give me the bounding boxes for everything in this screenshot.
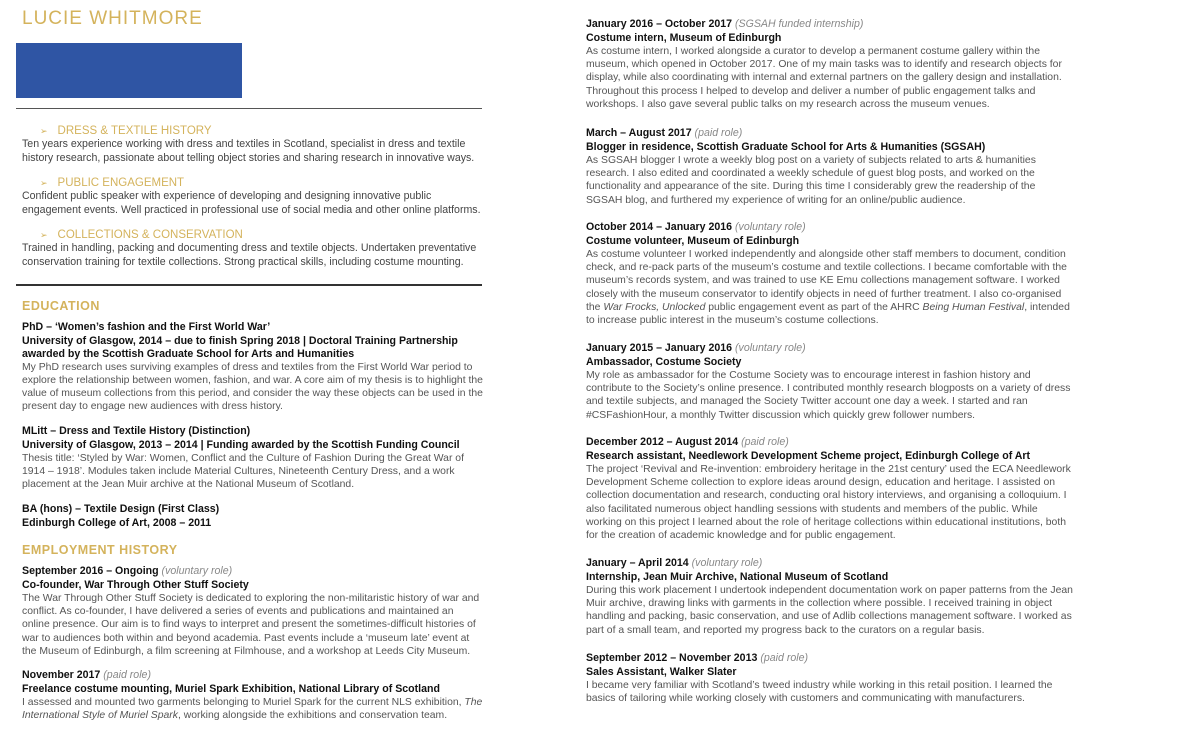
job-entry — [22, 565, 484, 658]
job-role-type: (voluntary role) — [735, 221, 806, 233]
job-entry — [586, 557, 1074, 637]
job-description: During this work placement I undertook independent documentation work on paper patterns from the Jean Muir archive, drawing links with garments in the collection where possible. I received training in object handling and packing, basic conservation, and use of Adlib collections management software. I worked as part of a small team, and reported my progress back to the curators on a regular basis. — [586, 585, 1073, 636]
job-entry — [22, 669, 484, 722]
job-role-type: (SGSAH funded internship) — [735, 18, 864, 30]
education-item — [22, 321, 484, 413]
job-entry — [586, 18, 1074, 111]
degree-title: MLitt – Dress and Textile History (Distinction) — [22, 425, 251, 437]
job-description: I became very familiar with Scotland’s tweed industry while working in this retail position. I learned the basics of tailoring while working closely with customers and communicating with manufacturers. — [586, 680, 1053, 705]
employment-heading: EMPLOYMENT HISTORY — [22, 543, 178, 557]
job-description: As SGSAH blogger I wrote a weekly blog post on a variety of subjects related to arts & humanities research. I also edited and coordinated a weekly schedule of guest blog posts, and worked on the functionality and appearance of the site. During this time I considerably grew the readership of the SGSAH blog, and furthered my experience of writing for an online/public audience. — [586, 155, 1036, 206]
degree-description: Thesis title: ‘Styled by War: Women, Conflict and the Culture of Fashion During the Great War of 1914 – 1918’. Modules taken include Material Cultures, Nineteenth Century Dress, and a work placement at the Jean Muir archive at the National Museum of Scotland. — [22, 452, 464, 490]
job-description: I assessed and mounted two garments belonging to Muriel Spark for the current NLS exhibition, The International Style of Muriel Spark, working alongside the exhibitions and conservation team. — [22, 697, 483, 722]
job-date: January 2016 – October 2017 — [586, 18, 733, 30]
job-role-type: (paid role) — [760, 652, 809, 664]
education-item — [22, 425, 484, 491]
job-date: September 2016 – Ongoing — [22, 565, 159, 577]
job-title: Research assistant, Needlework Development Scheme project, Edinburgh College of Art — [586, 449, 1031, 462]
job-role-type: (paid role) — [694, 127, 743, 139]
skill-item — [22, 124, 482, 165]
cv-page-right — [586, 0, 1074, 729]
job-role-type: (voluntary role) — [161, 565, 233, 577]
job-description: As costume volunteer I worked independently and alongside other staff members to document, condition check, and re-pack parts of the museum’s costume and textile collections. I became comfortable with the museum’s records system, and was trained to use KE Emu collections management software. I worked closely with the museum conservator to identify objects in need of further treatment. I also co-organised the War Frocks, Unlocked public engagement event as part of the AHRC Being Human Festival, intended to increase public interest in the museum’s costume collections. — [586, 249, 1070, 327]
job-title: Costume volunteer, Museum of Edinburgh — [586, 234, 800, 247]
job-role-type: (paid role) — [741, 436, 789, 448]
job-description: As costume intern, I worked alongside a curator to develop a permanent costume gallery within the museum, which opened in October 2017. One of my main tasks was to identify and research objects for display, while also coordinating with internal and external partners on the gallery design and installation. Throughout this process I helped to develop and deliver a number of public engagement talks and workshops. I also gave several public talks on my research across the museum venues. — [586, 46, 1062, 110]
degree-institution: University of Glasgow, 2014 – due to finish Spring 2018 | Doctoral Training Partnership awarded by the Scottish Graduate School for Arts and Humanities — [22, 334, 458, 360]
degree-description: My PhD research uses surviving examples of dress and textiles from the First World War period to explore the relationship between women, fashion, and war. A core aim of my thesis is to highlight the value of museum collections from this period, and consider the way these objects can be used in the present day to engage new audiences with dress history. — [22, 361, 483, 413]
job-date: January 2015 – January 2016 — [586, 342, 733, 354]
job-entry — [586, 436, 1074, 542]
degree-title: BA (hons) – Textile Design (First Class) — [22, 503, 220, 515]
job-description: The War Through Other Stuff Society is dedicated to exploring the non-militaristic history of war and conflict. As co-founder, I have delivered a series of events and publications and maintained an online presence. Our aim is to find ways to interpret and present the sometimes-difficult histories of war to audiences both within and beyond academia. Past events include a ‘museum late’ event at the Museum of Edinburgh, a film screening at Filmhouse, and a workshop at Leeds City Museum. — [22, 593, 480, 657]
header-divider — [16, 108, 482, 109]
job-role-type: (voluntary role) — [691, 557, 763, 569]
skills-section — [22, 124, 482, 281]
job-entry — [586, 127, 1074, 207]
job-title: Costume intern, Museum of Edinburgh — [586, 31, 782, 44]
job-role-type: (voluntary role) — [735, 342, 806, 354]
degree-institution: Edinburgh College of Art, 2008 – 2011 — [22, 516, 212, 529]
section-divider — [16, 284, 482, 286]
degree-title: PhD – ‘Women’s fashion and the First World War’ — [22, 321, 271, 333]
skill-title: PUBLIC ENGAGEMENT — [57, 177, 185, 190]
job-description: The project ‘Revival and Re-invention: embroidery heritage in the 21st century’ used the ECA Needlework Development Scheme collection to explore ideas around design, education and heritage. I assisted on collection documentation and research, conducting oral history interviews, and organising a colloquium. I also facilitated numerous object handling sessions with students and members of the public. While working on this project I learned about the role of heritage collections within educational institutions, both for the creation of academic knowledge and for public engagement. — [586, 464, 1071, 542]
education-item — [22, 503, 484, 530]
job-date: December 2012 – August 2014 — [586, 436, 739, 448]
degree-institution: University of Glasgow, 2013 – 2014 | Funding awarded by the Scottish Funding Council — [22, 438, 460, 451]
skill-text: Confident public speaker with experience of developing and designing innovative public engagement events. Well practiced in professional use of social media and other online platforms. — [22, 190, 481, 216]
skill-item — [22, 176, 482, 217]
job-role-type: (paid role) — [103, 669, 151, 681]
redaction-block — [16, 43, 242, 98]
job-title: Internship, Jean Muir Archive, National Museum of Scotland — [586, 570, 889, 583]
arrow-bullet-icon: ➢ — [40, 178, 48, 189]
skill-item — [22, 228, 482, 269]
job-title: Freelance costume mounting, Muriel Spark Exhibition, National Library of Scotland — [22, 682, 440, 695]
job-title: Ambassador, Costume Society — [586, 355, 742, 368]
job-title: Sales Assistant, Walker Slater — [586, 665, 737, 678]
job-date: September 2012 – November 2013 — [586, 652, 758, 664]
skill-title: COLLECTIONS & CONSERVATION — [57, 229, 243, 242]
arrow-bullet-icon: ➢ — [40, 126, 48, 136]
job-title: Blogger in residence, Scottish Graduate School for Arts & Humanities (SGSAH) — [586, 140, 986, 153]
skill-title: DRESS & TEXTILE HISTORY — [57, 125, 212, 137]
job-description: My role as ambassador for the Costume Society was to encourage interest in fashion history and contribute to the Society’s online presence. I contributed monthly research blogposts on a variety of dress and textile subjects, and managed the Society Twitter account one day a week. I started and ran #CSFashionHour, a monthly Twitter discussion which quickly grew follower numbers. — [586, 370, 1071, 421]
cv-page-left — [22, 0, 484, 729]
job-date: November 2017 — [22, 669, 101, 681]
job-date: March – August 2017 — [586, 127, 692, 139]
education-heading: EDUCATION — [22, 299, 100, 313]
arrow-bullet-icon: ➢ — [40, 230, 48, 241]
job-title: Co-founder, War Through Other Stuff Society — [22, 578, 249, 591]
skill-text: Ten years experience working with dress and textiles in Scotland, specialist in dress and textile history research, passionate about telling object stories and sharing research in innovative ways. — [22, 138, 475, 164]
job-date: October 2014 – January 2016 — [586, 221, 733, 233]
job-date: January – April 2014 — [586, 557, 689, 569]
job-entry — [586, 652, 1074, 705]
candidate-name: LUCIE WHITMORE — [22, 8, 203, 29]
skill-text: Trained in handling, packing and documenting dress and textile objects. Undertaken preventative conservation training for textile collections. Strong practical skills, including costume mounting. — [22, 242, 477, 268]
job-entry — [586, 342, 1074, 422]
job-entry — [586, 221, 1074, 327]
